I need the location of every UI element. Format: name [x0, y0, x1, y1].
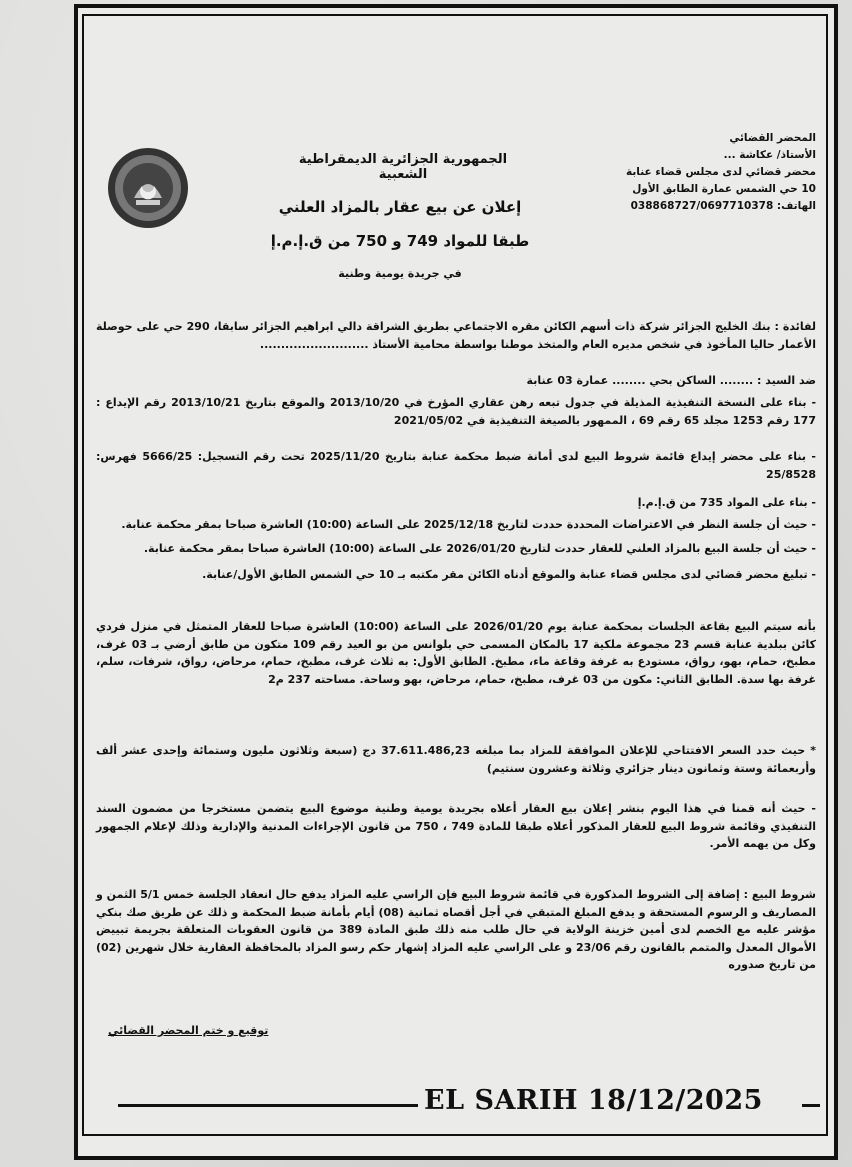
body-paragraph-bailiff: - تبليغ محضر قضائي لدى مجلس قضاء عنابة والموقع أدناه الكائن مقر مكتبه بـ 10 حي الشمس الطابق الأول/عنابة.	[202, 568, 816, 581]
body-paragraph-price: * حيث حدد السعر الافتتاحي للإعلان الموافقة للمزاد بما مبلغه 37.611.486,23 دج (سبعة وثلاثون مليون وستمائة وإحدى عشر ألف وأربعمائة وستة وثمانون دينار جزائري وثلاثة وعشرون سنتيم)	[96, 744, 816, 775]
announcement-title: إعلان عن بيع عقار بالمزاد العلني	[278, 198, 522, 216]
bailiff-title: المحضر القضائي	[729, 132, 816, 144]
body-paragraph-sale-date: - حيث أن جلسة البيع بالمزاد العلني للعقار حددت لتاريخ 2026/01/20 على الساعة (10:00) العاشرة صباحا بمقر محكمة عنابة.	[143, 542, 816, 555]
footer-divider-end	[802, 1104, 820, 1107]
signature-label: توقيع و ختم المحضر القضائي	[108, 1024, 269, 1037]
body-paragraph-deposit: - بناء على محضر إيداع قائمة شروط البيع لدى أمانة ضبط محكمة عنابة بتاريخ 2025/11/20 تحت رقم التسجيل: 5666/25 فهرس: 25/8528	[96, 450, 816, 481]
body-paragraph-debtor: ضد السيد : ........ الساكن بحي ........ عمارة 03 عنابة	[526, 374, 816, 387]
footer-divider	[118, 1104, 418, 1107]
legal-reference: طبقا للمواد 749 و 750 من ق.إ.م.إ	[270, 232, 530, 250]
bailiff-name: الأستاذ/ عكاشة ...	[723, 149, 816, 161]
publication-note: في جريدة يومية وطنية	[338, 267, 462, 280]
national-emblem-icon	[106, 146, 190, 230]
body-paragraph-property: بأنه سيتم البيع بقاعة الجلسات بمحكمة عنابة يوم 2026/01/20 على الساعة (10:00) العاشرة صباحا للعقار المتمثل في منزل فردي كائن ببلدية عنابة قسم 23 مجموعة ملكية 17 بالمكان المسمى حي بلوانس من بو العيد رقم 109 متكون من طابق أرضي بـ 03 غرف، مطبخ، حمام، بهو، رواق، مستودع به غرفة وقاعة ماء، مطبخ. الطابق الأول: به ثلاث غرف، مطبخ، حمام، مرحاض، رواق، شرفات، سلم، غرفة بها سدة. الطابق الثاني: مكون من 03 غرف، مطبخ، حمام، مرحاض، بهو وساحة. مساحته 237 م2	[96, 620, 817, 686]
bailiff-address: 10 حي الشمس عمارة الطابق الأول	[632, 183, 816, 195]
bailiff-court: محضر قضائي لدى مجلس قضاء عنابة	[625, 166, 816, 178]
body-paragraph-objections: - حيث أن جلسة النظر في الاعتراضات المحددة حددت لتاريخ 2025/12/18 على الساعة (10:00) العاشرة صباحا بمقر محكمة عنابة.	[121, 518, 816, 531]
body-paragraph-creditor: لفائدة : بنك الخليج الجزائر شركة ذات أسهم الكائن مقره الاجتماعي بطريق الشراقة دالي ابراهيم الجزائر سابقا، 290 حي على حوصلة الأعمار حاليا المأخوذ في شخص مديره العام والمتخذ موطنا بواسطة محامية الأستاذ ..........................	[96, 320, 816, 351]
bailiff-info	[586, 130, 816, 215]
body-paragraph-publication: - حيث أنه قمنا في هذا اليوم بنشر إعلان بيع العقار أعلاه بجريدة يومية وطنية موضوع البيع يتضمن مستخرجا من مضمون السند التنفيذي وقائمة شروط البيع للعقار المذكور أعلاه طبقا للمادة 749 ، 750 من قانون الإجراءات المدنية والإدارية وذلك لإعلام الجمهور وكل من يهمه الأمر.	[96, 802, 816, 850]
newspaper-name-date: EL SARIH 18/12/2025	[424, 1085, 763, 1116]
bailiff-phone: الهاتف: 038868727/0697710378	[630, 200, 816, 212]
body-paragraph-enforcement: - بناء على النسخة التنفيذية المذيلة في جدول تبعه رهن عقاري المؤرخ في 2013/10/20 والموقع بتاريخ 2013/10/21 رقم الإيداع : 177 رقم 1253 مجلد 65 رقم 69 ، الممهور بالصيغة التنفيذية في 2021/05/02	[96, 396, 817, 427]
body-paragraph-conditions: شروط البيع : إضافة إلى الشروط المذكورة في قائمة شروط البيع فإن الراسي عليه المزاد يدفع حال انعقاد الجلسة خمس 5/1 الثمن و المصاريف و الرسوم المستحقة و يدفع المبلغ المتبقي في أجل أقصاه ثمانية (08) أيام بأمانة ضبط المحكمة و ذلك عن طريق صك بنكي مؤشر عليه مع الخصم لدى أمين خزينة الولاية في حال طلب منه ذلك طبق المادة 389 من قانون العقوبات المتعلقة بجريمة تبييض الأموال المعدل والمتمم بالقانون رقم 23/06 و على الراسي عليه المزاد إشهار حكم رسو المزاد بالمحافظة العقارية خلال شهرين (02) من تاريخ صدوره	[96, 888, 816, 971]
republic-heading: الجمهورية الجزائرية الديمقراطية الشعبية	[298, 152, 508, 182]
body-paragraph-article: - بناء على المواد 735 من ق.إ.م.إ	[637, 496, 816, 509]
